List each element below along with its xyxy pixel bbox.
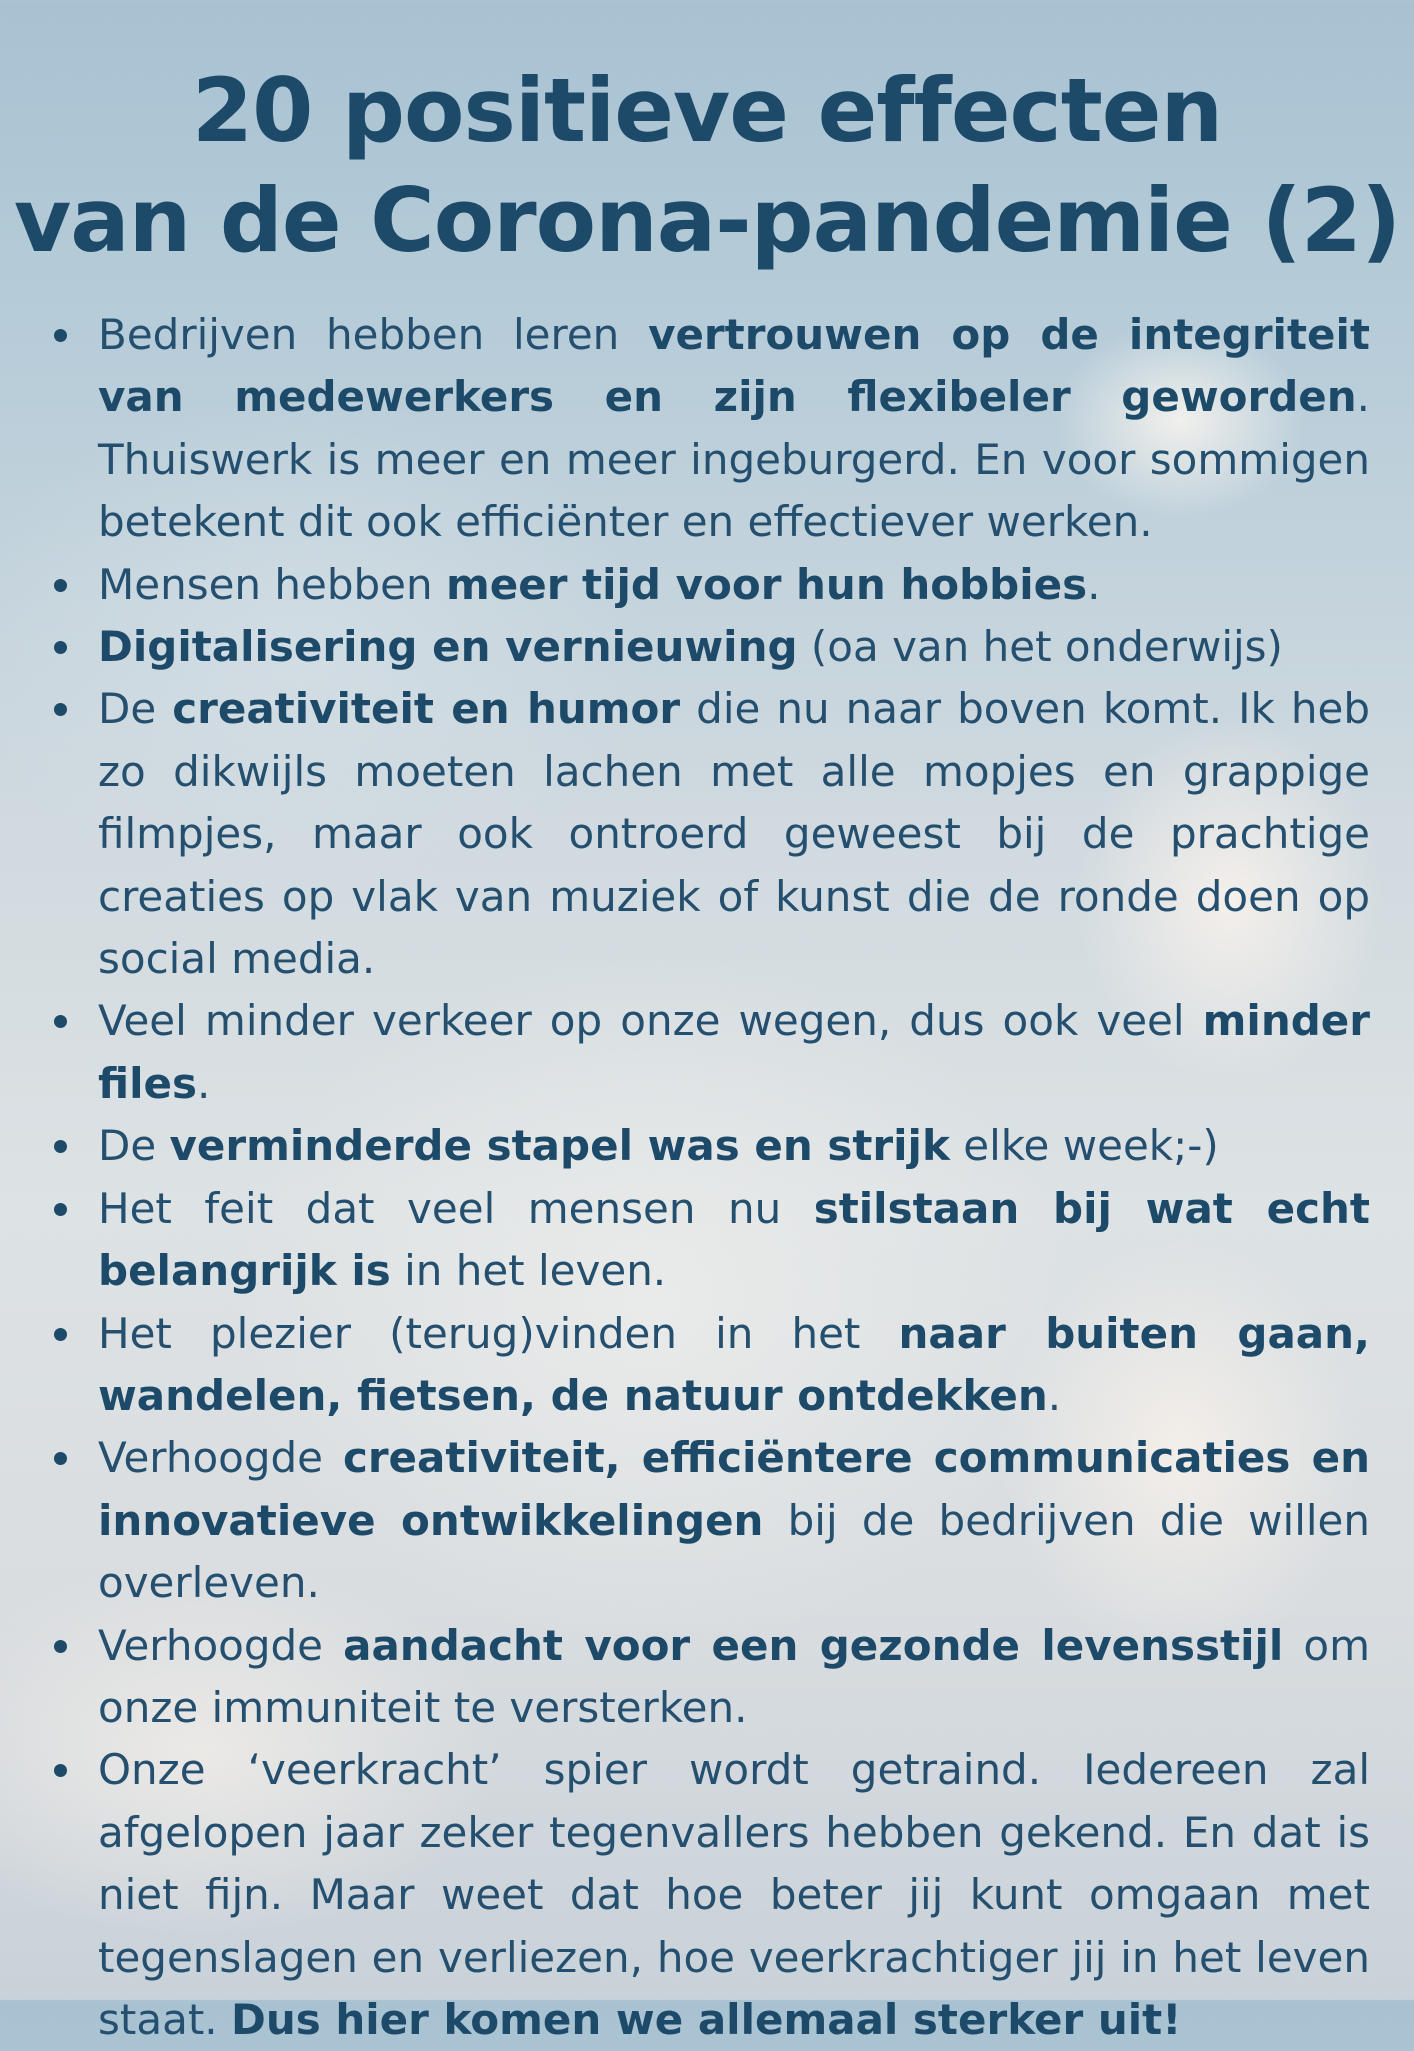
item-highlight: aandacht voor een gezonde levensstijl <box>343 1620 1284 1670</box>
list-item <box>48 1178 1370 1303</box>
item-text: De <box>98 684 173 734</box>
title-line-2: van de Corona-pandemie (2) <box>13 169 1401 272</box>
item-text: Onze ‘veerkracht’ spier wordt getraind. Iedereen zal afgelopen jaar zeker tegenvallers hebben gekend. En dat is niet fijn. Maar weet dat hoe beter jij kunt omgaan met tegenslagen en verliezen, hoe veerkrachtiger jij in het leven staat. <box>98 1745 1370 2044</box>
item-highlight: vertrouwen op de integriteit van medewerkers en zijn flexibeler geworden <box>98 310 1370 422</box>
item-highlight: creativiteit en humor <box>172 684 681 734</box>
item-text: Bedrijven hebben leren <box>98 310 649 359</box>
title-line-1: 20 positieve effecten <box>191 59 1223 162</box>
item-text: die nu naar boven komt. Ik heb zo dikwijls moeten lachen met alle mopjes en grappige filmpjes, maar ook ontroerd geweest bij de prachtige creaties op vlak van muziek of kunst die de ronde doen op social media. <box>98 684 1370 984</box>
item-text: . <box>1047 1370 1062 1420</box>
item-text: Mensen hebben <box>98 559 446 609</box>
effects-list <box>48 304 1370 2051</box>
item-text: De <box>98 1121 170 1171</box>
item-highlight: meer tijd voor hun hobbies <box>445 559 1088 609</box>
item-highlight: naar buiten gaan, wandelen, fietsen, de natuur ontdekken <box>98 1308 1370 1420</box>
page-title <box>0 56 1414 276</box>
list-item <box>48 1615 1370 1740</box>
item-highlight: creativiteit, efficiëntere communicaties en innovatieve ontwikkelingen <box>98 1433 1370 1545</box>
item-text: . Thuiswerk is meer en meer ingeburgerd. En voor sommigen betekent dit ook efficiënter en effectiever werken. <box>98 372 1370 547</box>
item-text: (oa van het onderwijs) <box>797 622 1283 672</box>
item-text: Het feit dat veel mensen nu <box>98 1183 814 1233</box>
item-text: . <box>1087 559 1101 609</box>
item-text: Veel minder verkeer op onze wegen, dus ook veel <box>98 996 1203 1046</box>
item-text: Verhoogde <box>98 1433 343 1483</box>
item-highlight: minder files <box>98 996 1370 1108</box>
item-highlight: Dus hier komen we allemaal sterker uit! <box>231 1994 1182 2044</box>
item-text: in het leven. <box>390 1246 667 1296</box>
list-item <box>48 1115 1370 1177</box>
item-text: bij de bedrijven die willen overleven. <box>98 1495 1370 1608</box>
list-item <box>48 1427 1370 1614</box>
list-item <box>48 678 1370 990</box>
item-highlight: stilstaan bij wat echt belangrijk is <box>98 1183 1370 1296</box>
item-text: Het plezier (terug)vinden in het <box>98 1308 899 1358</box>
item-text: Verhoogde <box>98 1620 344 1670</box>
item-text: om onze immuniteit te versterken. <box>98 1620 1370 1732</box>
item-highlight: Digitalisering en vernieuwing <box>98 622 798 672</box>
list-item <box>48 990 1370 1115</box>
list-item <box>48 1739 1370 2051</box>
item-text: . <box>197 1058 211 1108</box>
list-item <box>48 1303 1370 1428</box>
list-item <box>48 616 1370 678</box>
item-highlight: verminderde stapel was en strijk <box>169 1121 950 1171</box>
item-text: elke week;-) <box>949 1121 1219 1171</box>
list-item <box>48 304 1370 554</box>
list-item <box>48 554 1370 616</box>
